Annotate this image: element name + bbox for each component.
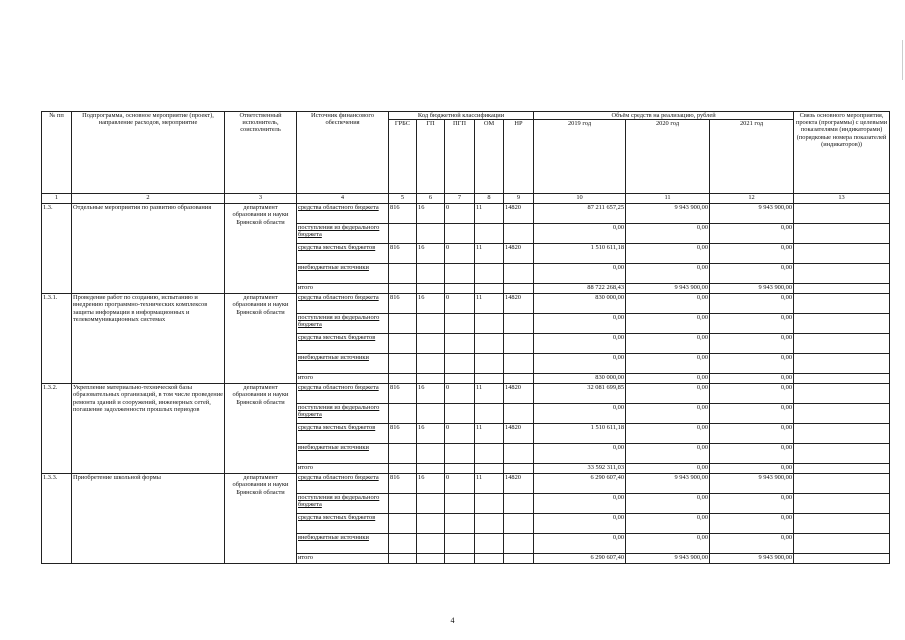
column-number: 10 (534, 194, 626, 204)
budget-code-cell (475, 494, 504, 514)
column-number: 9 (504, 194, 534, 204)
budget-code-cell: 16 (417, 424, 445, 444)
amount-cell: 0,00 (710, 354, 794, 374)
header-year-2021: 2021 год (710, 120, 794, 194)
budget-code-cell (417, 534, 445, 554)
amount-cell: 0,00 (626, 294, 710, 314)
header-budget-code: Код бюджетной классификации (389, 112, 534, 120)
budget-code-cell: 11 (475, 424, 504, 444)
indicator-link-cell (794, 374, 890, 384)
budget-code-cell (445, 494, 475, 514)
budget-code-cell: 0 (445, 294, 475, 314)
budget-code-cell (445, 374, 475, 384)
budget-code-cell (389, 264, 417, 284)
amount-cell: 0,00 (626, 404, 710, 424)
budget-code-cell: 816 (389, 204, 417, 224)
funding-source: внебюджетные источники (297, 264, 389, 284)
budget-code-cell (445, 464, 475, 474)
amount-cell: 0,00 (626, 354, 710, 374)
header-nr: НР (504, 120, 534, 194)
budget-code-cell: 14820 (504, 384, 534, 404)
budget-code-cell (445, 264, 475, 284)
indicator-link-cell (794, 294, 890, 314)
amount-cell: 0,00 (534, 354, 626, 374)
budget-code-cell: 816 (389, 244, 417, 264)
funding-source: внебюджетные источники (297, 534, 389, 554)
budget-code-cell (417, 404, 445, 424)
budget-code-cell (417, 464, 445, 474)
budget-code-cell: 14820 (504, 204, 534, 224)
budget-code-cell (504, 464, 534, 474)
budget-code-cell (389, 554, 417, 564)
indicator-link-cell (794, 384, 890, 404)
scan-edge-mark (902, 40, 903, 80)
funding-source: поступления из федерального бюджета (297, 404, 389, 424)
budget-code-cell: 11 (475, 244, 504, 264)
amount-cell: 0,00 (710, 424, 794, 444)
funding-source: внебюджетные источники (297, 354, 389, 374)
budget-code-cell (475, 314, 504, 334)
budget-code-cell (417, 494, 445, 514)
indicator-link-cell (794, 354, 890, 374)
funding-source: средства местных бюджетов (297, 514, 389, 534)
amount-cell: 6 290 607,40 (534, 474, 626, 494)
budget-code-cell (475, 264, 504, 284)
budget-code-cell (445, 404, 475, 424)
budget-code-cell (389, 464, 417, 474)
budget-code-cell (417, 514, 445, 534)
funding-source: средства местных бюджетов (297, 334, 389, 354)
budget-code-cell (389, 514, 417, 534)
amount-cell: 0,00 (534, 224, 626, 244)
budget-code-cell (475, 334, 504, 354)
header-grbs: ГРБС (389, 120, 417, 194)
budget-code-cell (475, 284, 504, 294)
item-executor: департамент образования и науки Брянской области (225, 474, 297, 564)
header-executor: Ответственный исполнитель, соисполнитель (225, 112, 297, 194)
budget-code-cell: 816 (389, 294, 417, 314)
page-number: 4 (450, 616, 455, 625)
column-number: 8 (475, 194, 504, 204)
budget-code-cell: 816 (389, 384, 417, 404)
budget-code-cell (389, 224, 417, 244)
column-number: 6 (417, 194, 445, 204)
budget-code-cell (445, 534, 475, 554)
total-amount-cell: 9 943 900,00 (710, 284, 794, 294)
budget-code-cell: 14820 (504, 244, 534, 264)
indicator-link-cell (794, 534, 890, 554)
budget-code-cell (504, 494, 534, 514)
budget-code-cell (445, 334, 475, 354)
budget-code-cell: 816 (389, 474, 417, 494)
amount-cell: 0,00 (710, 404, 794, 424)
budget-code-cell (504, 514, 534, 534)
budget-code-cell: 16 (417, 384, 445, 404)
budget-code-cell (389, 354, 417, 374)
amount-cell: 0,00 (534, 314, 626, 334)
funding-source: средства местных бюджетов (297, 244, 389, 264)
amount-cell: 0,00 (626, 424, 710, 444)
indicator-link-cell (794, 424, 890, 444)
total-label: итого (297, 374, 389, 384)
total-amount-cell: 33 592 311,03 (534, 464, 626, 474)
budget-code-cell: 11 (475, 474, 504, 494)
item-number: 1.3.2. (42, 384, 72, 474)
budget-code-cell (417, 224, 445, 244)
budget-code-cell: 0 (445, 204, 475, 224)
budget-code-cell (445, 554, 475, 564)
amount-cell: 0,00 (710, 514, 794, 534)
item-name: Приобретение школьной формы (72, 474, 225, 564)
budget-code-cell: 0 (445, 474, 475, 494)
indicator-link-cell (794, 554, 890, 564)
amount-cell: 0,00 (626, 384, 710, 404)
amount-cell: 0,00 (534, 534, 626, 554)
item-name: Отдельные мероприятия по развитию образования (72, 204, 225, 294)
funding-source: средства областного бюджета (297, 294, 389, 314)
item-executor: департамент образования и науки Брянской области (225, 204, 297, 294)
amount-cell: 0,00 (710, 294, 794, 314)
indicator-link-cell (794, 314, 890, 334)
item-executor: департамент образования и науки Брянской области (225, 294, 297, 384)
total-amount-cell: 9 943 900,00 (710, 554, 794, 564)
budget-code-cell (417, 444, 445, 464)
header-year-2020: 2020 год (626, 120, 710, 194)
column-number: 13 (794, 194, 890, 204)
amount-cell: 0,00 (710, 264, 794, 284)
budget-code-cell: 14820 (504, 294, 534, 314)
column-number: 2 (72, 194, 225, 204)
budget-code-cell (504, 284, 534, 294)
item-number: 1.3.3. (42, 474, 72, 564)
budget-code-cell (504, 404, 534, 424)
budget-code-cell: 11 (475, 384, 504, 404)
budget-code-cell (417, 374, 445, 384)
amount-cell: 9 943 900,00 (710, 474, 794, 494)
item-name: Проведение работ по созданию, испытанию и внедрению программно-технических комплексов защиты информации в информационных и телекоммуникационных системах (72, 294, 225, 384)
budget-code-cell (445, 224, 475, 244)
budget-code-cell (445, 514, 475, 534)
amount-cell: 0,00 (626, 444, 710, 464)
indicator-link-cell (794, 404, 890, 424)
budget-code-cell (475, 464, 504, 474)
budget-code-cell: 0 (445, 424, 475, 444)
budget-code-cell (389, 494, 417, 514)
budget-code-cell (475, 374, 504, 384)
budget-code-cell (389, 284, 417, 294)
amount-cell: 0,00 (534, 444, 626, 464)
amount-cell: 0,00 (710, 244, 794, 264)
budget-code-cell (475, 534, 504, 554)
budget-code-cell (389, 334, 417, 354)
amount-cell: 9 943 900,00 (710, 204, 794, 224)
header-source: Источник финансового обеспечения (297, 112, 389, 194)
indicator-link-cell (794, 284, 890, 294)
column-number: 7 (445, 194, 475, 204)
total-amount-cell: 0,00 (626, 374, 710, 384)
funding-source: поступления из федерального бюджета (297, 224, 389, 244)
amount-cell: 1 510 611,18 (534, 244, 626, 264)
amount-cell: 0,00 (534, 264, 626, 284)
amount-cell: 9 943 900,00 (626, 474, 710, 494)
header-row-1 (42, 112, 890, 120)
amount-cell: 0,00 (626, 514, 710, 534)
table-row (42, 294, 890, 314)
column-number-row (42, 194, 890, 204)
header-volume: Объём средств на реализацию, рублей (534, 112, 794, 120)
budget-code-cell (504, 444, 534, 464)
header-om: ОМ (475, 120, 504, 194)
amount-cell: 0,00 (534, 404, 626, 424)
table-row (42, 474, 890, 494)
budget-code-cell (389, 444, 417, 464)
budget-code-cell (504, 224, 534, 244)
budget-table (41, 111, 890, 564)
column-number: 11 (626, 194, 710, 204)
budget-code-cell (417, 354, 445, 374)
amount-cell: 0,00 (626, 314, 710, 334)
header-year-2019: 2019 год (534, 120, 626, 194)
budget-code-cell (475, 404, 504, 424)
item-name: Укрепление материально-технической базы образовательных организаций, в том числе проведение ремонта зданий и сооружений, инженерных сетей, погашение задолженности прошлых периодов (72, 384, 225, 474)
budget-code-cell (475, 224, 504, 244)
amount-cell: 0,00 (534, 334, 626, 354)
budget-code-cell (417, 554, 445, 564)
amount-cell: 0,00 (710, 384, 794, 404)
table-row (42, 204, 890, 224)
column-number: 3 (225, 194, 297, 204)
indicator-link-cell (794, 514, 890, 534)
header-gp: ГП (417, 120, 445, 194)
budget-code-cell (417, 314, 445, 334)
funding-source: поступления из федерального бюджета (297, 314, 389, 334)
funding-source: внебюджетные источники (297, 444, 389, 464)
amount-cell: 9 943 900,00 (626, 204, 710, 224)
budget-code-cell (389, 404, 417, 424)
amount-cell: 0,00 (710, 334, 794, 354)
total-amount-cell: 6 290 607,40 (534, 554, 626, 564)
funding-source: средства областного бюджета (297, 384, 389, 404)
indicator-link-cell (794, 224, 890, 244)
indicator-link-cell (794, 204, 890, 224)
amount-cell: 0,00 (534, 494, 626, 514)
budget-code-cell: 11 (475, 294, 504, 314)
header-link: Связь основного мероприятия, проекта (программы) с целевыми показателями (индикаторами) (порядковые номера показателей (индикаторов)) (794, 112, 890, 194)
column-number: 1 (42, 194, 72, 204)
total-label: итого (297, 464, 389, 474)
total-amount-cell: 0,00 (710, 464, 794, 474)
table-row (42, 384, 890, 404)
funding-source: средства областного бюджета (297, 474, 389, 494)
table-body (42, 204, 890, 564)
column-number: 4 (297, 194, 389, 204)
total-label: итого (297, 554, 389, 564)
indicator-link-cell (794, 244, 890, 264)
budget-code-cell (475, 554, 504, 564)
total-amount-cell: 0,00 (710, 374, 794, 384)
budget-code-cell: 816 (389, 424, 417, 444)
header-pgp: ПГП (445, 120, 475, 194)
amount-cell: 0,00 (710, 224, 794, 244)
amount-cell: 0,00 (626, 224, 710, 244)
budget-code-cell (389, 534, 417, 554)
indicator-link-cell (794, 494, 890, 514)
budget-code-cell (475, 354, 504, 374)
item-number: 1.3.1. (42, 294, 72, 384)
budget-code-cell: 0 (445, 384, 475, 404)
budget-code-cell (504, 354, 534, 374)
budget-code-cell: 16 (417, 474, 445, 494)
budget-code-cell (389, 314, 417, 334)
budget-code-cell (389, 374, 417, 384)
amount-cell: 0,00 (710, 494, 794, 514)
total-label: итого (297, 284, 389, 294)
budget-code-cell (417, 334, 445, 354)
funding-source: средства областного бюджета (297, 204, 389, 224)
header-num: № пп (42, 112, 72, 194)
budget-code-cell (504, 374, 534, 384)
indicator-link-cell (794, 264, 890, 284)
amount-cell: 0,00 (710, 444, 794, 464)
budget-code-cell (417, 264, 445, 284)
amount-cell: 0,00 (710, 314, 794, 334)
amount-cell: 32 081 699,85 (534, 384, 626, 404)
budget-code-cell (475, 514, 504, 534)
budget-code-cell (417, 284, 445, 294)
budget-code-cell (504, 264, 534, 284)
budget-code-cell (504, 534, 534, 554)
amount-cell: 0,00 (534, 514, 626, 534)
budget-code-cell: 16 (417, 244, 445, 264)
budget-code-cell (504, 554, 534, 564)
indicator-link-cell (794, 334, 890, 354)
indicator-link-cell (794, 464, 890, 474)
total-amount-cell: 830 000,00 (534, 374, 626, 384)
total-amount-cell: 88 722 268,43 (534, 284, 626, 294)
funding-source: поступления из федерального бюджета (297, 494, 389, 514)
budget-code-cell (504, 334, 534, 354)
column-number: 5 (389, 194, 417, 204)
amount-cell: 1 510 611,18 (534, 424, 626, 444)
item-executor: департамент образования и науки Брянской области (225, 384, 297, 474)
total-amount-cell: 0,00 (626, 464, 710, 474)
amount-cell: 0,00 (710, 534, 794, 554)
indicator-link-cell (794, 444, 890, 464)
total-amount-cell: 9 943 900,00 (626, 284, 710, 294)
budget-code-cell: 16 (417, 204, 445, 224)
budget-code-cell (445, 354, 475, 374)
amount-cell: 830 000,00 (534, 294, 626, 314)
amount-cell: 0,00 (626, 334, 710, 354)
budget-code-cell: 14820 (504, 424, 534, 444)
amount-cell: 0,00 (626, 264, 710, 284)
indicator-link-cell (794, 474, 890, 494)
total-amount-cell: 9 943 900,00 (626, 554, 710, 564)
funding-source: средства местных бюджетов (297, 424, 389, 444)
column-number: 12 (710, 194, 794, 204)
amount-cell: 0,00 (626, 494, 710, 514)
budget-code-cell (445, 314, 475, 334)
budget-code-cell (445, 444, 475, 464)
budget-code-cell (445, 284, 475, 294)
amount-cell: 0,00 (626, 244, 710, 264)
item-number: 1.3. (42, 204, 72, 294)
budget-code-cell: 11 (475, 204, 504, 224)
budget-code-cell: 14820 (504, 474, 534, 494)
header-subprogram: Подпрограмма, основное мероприятие (проект), направление расходов, мероприятие (72, 112, 225, 194)
budget-code-cell (504, 314, 534, 334)
budget-code-cell: 16 (417, 294, 445, 314)
amount-cell: 0,00 (626, 534, 710, 554)
budget-code-cell: 0 (445, 244, 475, 264)
budget-code-cell (475, 444, 504, 464)
amount-cell: 87 211 657,25 (534, 204, 626, 224)
